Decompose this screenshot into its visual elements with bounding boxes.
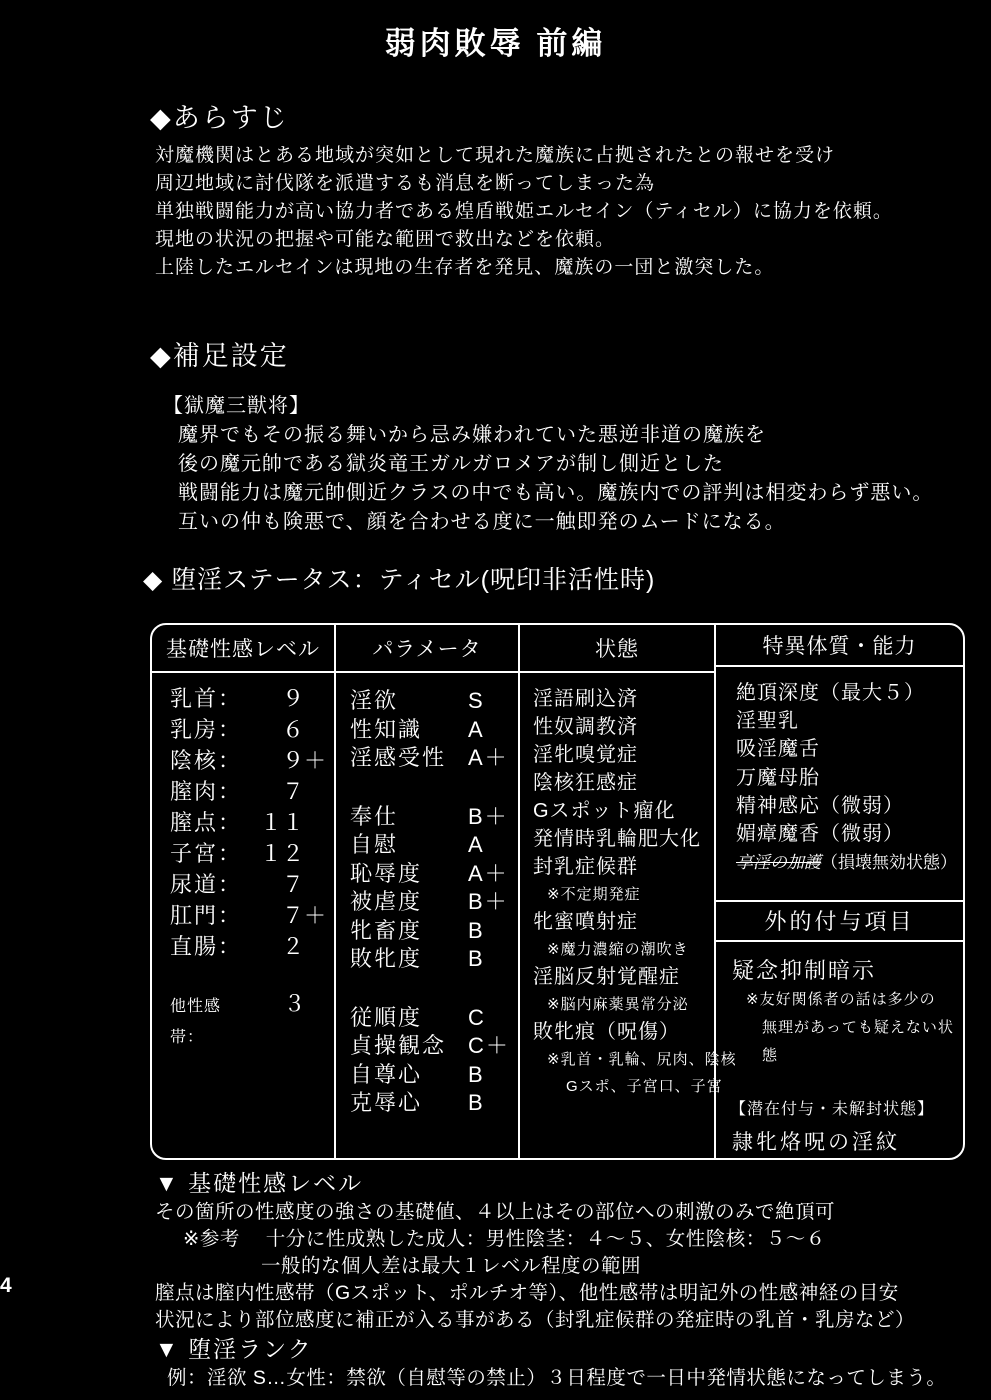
supplement-line: 互いの仲も険悪で、顔を合わせる度に一触即発のムードになる。 [178,511,786,533]
parameter-row [336,860,518,889]
sense-level-label: 他性感帯： [170,998,222,1046]
sense-level-row [152,683,334,714]
parameter-grade: C [468,1004,486,1030]
parameter-grade: A [468,716,485,742]
column-header-sense-levels: 基礎性感レベル [152,625,334,673]
sense-level-label: 子宮： [170,841,243,866]
column-states [520,625,737,1158]
sense-level-label: 尿道： [170,872,243,897]
column-parameters [336,625,520,1158]
parameter-label: 被虐度 [350,889,423,914]
ability-text: 媚瘴魔香（微弱） [736,823,904,846]
sense-level-row [152,962,334,988]
state-row: Gスポット瘤化 [533,800,676,822]
ability-row [716,792,963,820]
parameter-row [336,1061,518,1090]
parameter-label: 克辱心 [350,1090,423,1115]
external-grant-row: ※友好関係者の話は多少の [746,991,936,1008]
footer-line: 一般的な個人差は最大１レベル程度の範囲 [261,1255,642,1277]
state-row: ※乳首・乳輪、尻肉、陰核 [547,1051,737,1068]
sense-level-row [152,745,334,776]
parameter-grade: B [468,917,485,943]
parameter-grade: A＋ [468,860,509,886]
footer-line: ▼ 堕淫ランク [155,1336,313,1362]
ability-text: 吸淫魔舌 [736,738,820,761]
ability-row [716,849,963,877]
sense-level-value: ３ [283,991,306,1016]
parameter-row [336,945,518,974]
synopsis-line: 対魔機関はとある地域が突如として現れた魔族に占拠されたとの報せを受け [155,145,836,166]
footer-notes [155,1168,985,1392]
parameter-grade: B＋ [468,889,509,914]
page-number: 4 [0,1274,12,1297]
parameter-label: 恥辱度 [350,860,423,886]
sense-level-value: ７ [281,903,304,928]
parameter-row [336,888,518,917]
parameter-label: 従順度 [350,1004,423,1030]
external-grant-row: 【潜在付与・未解封状態】 [730,1101,935,1118]
external-grant-row: 隷牝烙呪の淫紋 [732,1131,900,1154]
sense-level-value: １１ [259,810,304,835]
parameter-label: 自尊心 [350,1061,423,1087]
state-row: ※魔力濃縮の潮吹き [547,941,689,958]
sense-level-list [152,673,334,1046]
parameter-row [336,744,518,773]
parameter-grade: B＋ [468,803,509,829]
parameter-grade: A [468,832,485,857]
parameter-row [336,1089,518,1118]
supplement-line: 魔界でもその振る舞いから忌み嫌われていた悪逆非道の魔族を [178,424,766,446]
state-row: 牝蜜噴射症 [533,911,638,933]
ability-list [716,667,963,900]
state-row: 淫牝嗅覚症 [533,744,638,766]
ability-text: 淫聖乳 [736,710,799,733]
supplement-section [163,392,963,537]
sense-level-row [152,714,334,745]
sense-level-value: １２ [259,841,304,866]
sense-level-value: ６ [281,717,304,742]
external-grants-list [716,942,963,1158]
sense-level-value: ２ [281,934,304,959]
sense-level-label: 乳房： [170,717,243,742]
parameter-label [350,773,468,803]
external-grant-row: 無理があっても疑えない状態 [762,1019,954,1064]
ability-row [716,679,963,707]
ability-text: 精神感応（微弱） [736,795,904,818]
parameter-label: 淫感受性 [350,745,447,770]
state-row: Gスポ、子宮口、子宮 [566,1078,723,1095]
page-title: 弱肉敗辱 前編 [384,26,607,61]
parameter-label: 自慰 [350,832,399,857]
sense-level-label: 膣肉： [170,779,243,804]
footer-line: 状況により部位感度に補正が入る事がある（封乳症候群の発症時の乳首・乳房など） [155,1309,916,1331]
state-list [520,673,737,1100]
state-row: 封乳症候群 [533,856,638,878]
sense-level-label: 膣点： [170,810,243,835]
column-sense-levels [152,625,336,1158]
parameter-label: 牝畜度 [350,917,423,943]
column-header-abilities: 特異体質・能力 [716,625,963,667]
sense-level-label: 肛門： [170,903,243,928]
parameter-grade: B [468,1061,485,1087]
sense-level-plus: ＋ [304,903,327,928]
parameter-label: 性知識 [350,716,423,742]
sense-level-row [152,869,334,900]
external-grants-header: 外的付与項目 [716,900,963,942]
synopsis-text [155,142,945,282]
ability-row [716,707,963,735]
synopsis-line: 周辺地域に討伐隊を派遣するも消息を断ってしまった為 [155,173,656,194]
parameter-label: 敗牝度 [350,946,423,971]
parameter-label: 奉仕 [350,803,399,829]
parameter-row [336,803,518,832]
state-row: 淫語刷込済 [533,688,638,710]
parameter-grade: C＋ [468,1033,510,1058]
sense-level-value: ７ [281,872,304,897]
state-row: 淫脳反射覚醒症 [533,966,680,988]
parameter-grade: B [468,946,485,971]
parameter-grade: B [468,1090,485,1115]
ability-text: 絶頂深度（最大５） [736,681,925,704]
supplement-line: 後の魔元帥である獄炎竜王ガルガロメアが制し側近とした [178,453,724,475]
footer-line: その箇所の性感度の強さの基礎値、４以上はその部位への刺激のみで絶頂可 [155,1201,836,1223]
external-grant-row [716,1070,963,1096]
sense-level-value: ７ [281,779,304,804]
footer-line: ▼ 基礎性感レベル [155,1170,364,1196]
ability-text: 万魔母胎 [736,766,820,789]
state-row: 敗牝痕（呪傷） [533,1021,680,1043]
sense-level-row [152,776,334,807]
ability-text: （損壊無効状態） [821,852,957,872]
column-header-states: 状態 [520,625,714,673]
synopsis-line: 単独戦闘能力が高い協力者である煌盾戦姫エルセイン（ティセル）に協力を依頼。 [155,201,893,222]
sense-level-row [152,900,334,931]
state-row: ※脳内麻薬異常分泌 [547,996,689,1013]
sense-level-label: 直腸： [170,934,243,959]
state-row: 性奴調教済 [533,716,638,738]
ability-row [716,764,963,792]
ability-struck-text: 享淫の加護 [736,852,821,872]
sense-level-row [152,931,334,962]
state-row: ※不定期発症 [547,886,641,903]
ability-row [716,820,963,848]
footer-line: 例：淫欲 S…女性：禁欲（自慰等の禁止）３日程度で一日中発情状態になってしまう。 [167,1367,947,1389]
parameter-row [336,974,518,1004]
column-header-parameters: パラメータ [336,625,518,673]
sense-level-plus: ＋ [304,748,327,773]
status-table [150,623,965,1160]
supplement-group-title: 【獄魔三獣将】 [163,395,310,417]
parameter-label [350,974,468,1004]
external-grant-row: 疑念抑制暗示 [732,958,877,983]
sense-level-row [152,838,334,869]
parameter-grade: A＋ [468,745,509,770]
column-abilities [716,625,963,1158]
parameter-row [336,1032,518,1061]
parameter-row [336,773,518,803]
sense-level-row [152,807,334,838]
supplement-text [163,421,963,537]
parameter-label: 淫欲 [350,688,399,713]
sense-level-label: 陰核： [170,748,243,773]
parameter-label: 貞操観念 [350,1033,447,1058]
ability-row [716,735,963,763]
parameter-list [336,673,518,1118]
state-row: 発情時乳輪肥大化 [533,828,701,850]
synopsis-line: 現地の状況の把握や可能な範囲で救出などを依頼。 [155,229,616,250]
parameter-grade: S [468,688,485,713]
sense-level-row [152,988,334,1046]
parameter-row [336,917,518,946]
footer-line: ※参考 十分に性成熟した成人：男性陰茎：４～５、女性陰核：５～６ [183,1228,826,1250]
sense-level-label: 乳首： [170,686,243,711]
parameter-row [336,1004,518,1033]
supplement-line: 戦闘能力は魔元帥側近クラスの中でも高い。魔族内での評判は相変わらず悪い。 [178,482,934,504]
synopsis-heading: ◆あらすじ [150,103,289,133]
sense-level-value: ９ [281,748,304,773]
status-heading: ◆ 堕淫ステータス：ティセル(呪印非活性時) [143,566,656,594]
sense-level-value: ９ [281,686,304,711]
synopsis-line: 上陸したエルセインは現地の生存者を発見、魔族の一団と激突した。 [155,257,775,278]
parameter-row [336,687,518,716]
footer-line: 膣点は膣内性感帯（Gスポット、ポルチオ等）、他性感帯は明記外の性感神経の目安 [155,1282,899,1304]
parameter-row [336,831,518,860]
parameter-row [336,716,518,745]
state-row: 陰核狂感症 [533,772,638,794]
supplement-heading: ◆補足設定 [150,341,289,371]
